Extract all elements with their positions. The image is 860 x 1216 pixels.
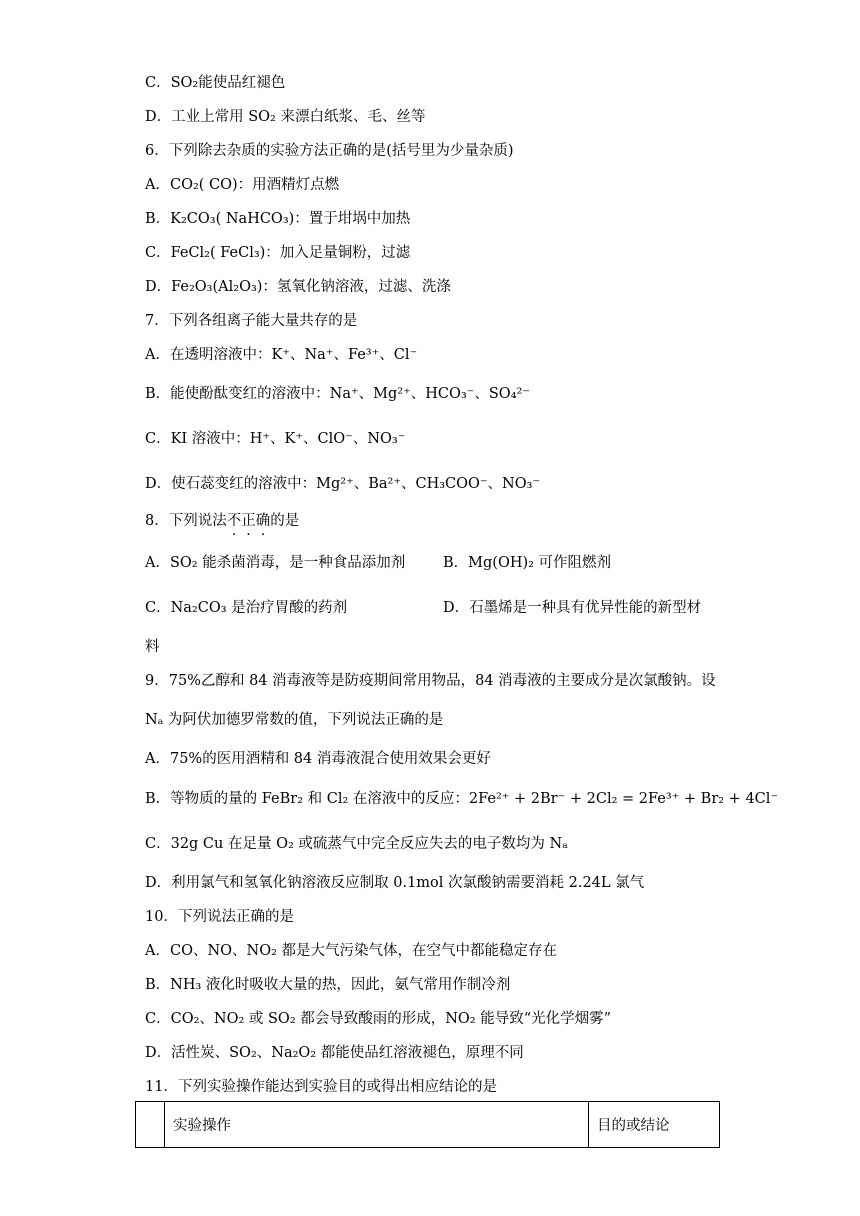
q6-option-a: A．CO₂( CO)：用酒精灯点燃 xyxy=(145,177,340,193)
q8-stem xyxy=(145,511,299,531)
q8-option-d-continued: 料 xyxy=(145,639,160,655)
q9-option-c: C．32g Cu 在足量 O₂ 或硫蒸气中完全反应失去的电子数均为 Nₐ xyxy=(145,836,568,852)
q7-stem: 7．下列各组离子能大量共存的是 xyxy=(145,313,358,329)
q8-option-d: D．石墨烯是一种具有优异性能的新型材 xyxy=(443,600,702,616)
q9-stem-line2: Nₐ 为阿伏加德罗常数的值，下列说法正确的是 xyxy=(145,712,444,728)
q10-option-a: A．CO、NO、NO₂ 都是大气污染气体，在空气中都能稳定存在 xyxy=(145,943,558,959)
q6-option-b: B．K₂CO₃( NaHCO₃)：置于坩埚中加热 xyxy=(145,211,411,227)
q8-option-a: A．SO₂ 能杀菌消毒，是一种食品添加剂 xyxy=(145,555,406,571)
q9-option-d: D．利用氯气和氢氧化钠溶液反应制取 0.1mol 次氯酸钠需要消耗 2.24L 氯气 xyxy=(145,875,645,891)
q6-stem: 6．下列除去杂质的实验方法正确的是(括号里为少量杂质) xyxy=(145,143,514,159)
q7-option-c: C．KI 溶液中：H⁺、K⁺、ClO⁻、NO₃⁻ xyxy=(145,431,406,447)
experiment-table xyxy=(135,1101,720,1148)
q8-stem-prefix: 8．下列说法 xyxy=(145,513,227,529)
table-header-index xyxy=(136,1102,165,1148)
q8-stem-suffix: 的是 xyxy=(270,513,300,529)
q7-option-d: D．使石蕊变红的溶液中：Mg²⁺、Ba²⁺、CH₃COO⁻、NO₃⁻ xyxy=(145,476,541,492)
q10-option-d: D．活性炭、SO₂、Na₂O₂ 都能使品红溶液褪色，原理不同 xyxy=(145,1045,524,1061)
q11-stem: 11．下列实验操作能达到实验目的或得出相应结论的是 xyxy=(145,1079,497,1095)
table-header-operation: 实验操作 xyxy=(165,1102,589,1148)
q10-option-b: B．NH₃ 液化时吸收大量的热，因此，氨气常用作制冷剂 xyxy=(145,977,511,993)
q9-stem-line1: 9．75%乙醇和 84 消毒液等是防疫期间常用物品，84 消毒液的主要成分是次氯酸钠。设 xyxy=(145,673,716,689)
q5-option-c: C．SO₂能使品红褪色 xyxy=(145,75,286,91)
table-header-conclusion: 目的或结论 xyxy=(589,1102,720,1148)
q8-option-b: B．Mg(OH)₂ 可作阻燃剂 xyxy=(443,555,612,571)
q7-option-b: B．能使酚酞变红的溶液中：Na⁺、Mg²⁺、HCO₃⁻、SO₄²⁻ xyxy=(145,386,530,402)
q10-stem: 10．下列说法正确的是 xyxy=(145,909,294,925)
q6-option-c: C．FeCl₂( FeCl₃)：加入足量铜粉，过滤 xyxy=(145,245,411,261)
q6-option-d: D．Fe₂O₃(Al₂O₃)：氢氧化钠溶液，过滤、洗涤 xyxy=(145,279,451,295)
q7-option-a: A．在透明溶液中：K⁺、Na⁺、Fe³⁺、Cl⁻ xyxy=(145,347,418,363)
table-header-row xyxy=(136,1102,720,1148)
q9-option-a: A．75%的医用酒精和 84 消毒液混合使用效果会更好 xyxy=(145,751,491,767)
q8-option-c: C．Na₂CO₃ 是治疗胃酸的药剂 xyxy=(145,600,348,616)
q10-option-c: C．CO₂、NO₂ 或 SO₂ 都会导致酸雨的形成，NO₂ 能导致“光化学烟雾” xyxy=(145,1011,612,1027)
q5-option-d: D．工业上常用 SO₂ 来漂白纸浆、毛、丝等 xyxy=(145,109,426,125)
q9-option-b: B．等物质的量的 FeBr₂ 和 Cl₂ 在溶液中的反应：2Fe²⁺ + 2Br⁻ + 2Cl₂ = 2Fe³⁺ + Br₂ + 4Cl⁻ xyxy=(145,791,779,807)
q8-stem-emphasis: 不正确 xyxy=(226,513,271,529)
